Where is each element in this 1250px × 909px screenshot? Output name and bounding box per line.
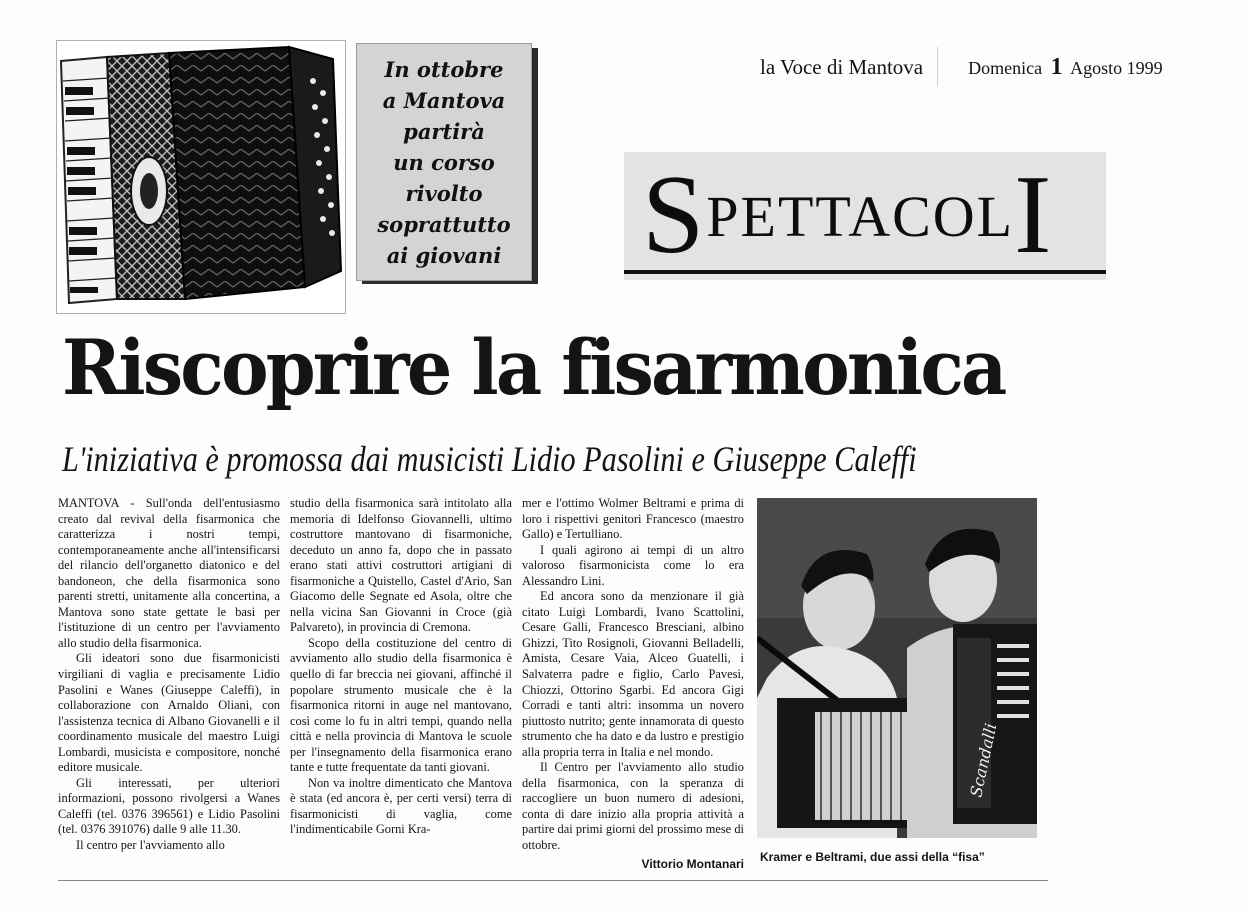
paragraph: Ed ancora sono da menzionare il già citato Luigi Lombardi, Ivano Scattolini, Cesare Galli, Francesco Bresciani, albino Ghizzi, Tito Rosignoli, Giovanni Belladelli, Amista, Cesare Vaia, Alceo Guatelli, i Salvaterra padre e figlio, Carlo Pavesi, Chiozzi, Ottorino Sgarbi. Ed ancora Gigi Corradi e tanti altri: insomma un novero piuttosto nutrito; gente innamorata di questo strumento che ha dato e da lustro e prestigio alla propria terra in Italia e nel mondo. — [522, 589, 744, 759]
musicians-photo — [757, 498, 1037, 838]
section-middle: PETTACOL — [706, 184, 1015, 249]
bottom-rule — [58, 880, 1048, 881]
promo-line: soprattutto — [377, 211, 511, 237]
paragraph: Scopo della costituzione del centro di avviamento allo studio della fisarmonica è quello di far breccia nei giovani, affinché il popolare strumento musicale che è la fisarmonica ritorni in auge nel mantovano, così come lo fu in altri tempi, quando nella città e nella provincia di Mantova le scuole per l'insegnamento della fisarmonica erano tante e tutte frequentate da tanti giovani. — [290, 635, 512, 775]
promo-line: a Mantova — [382, 87, 506, 113]
section-last-letter: I — [1014, 153, 1054, 277]
headline: Riscoprire la fisarmonica — [62, 323, 1005, 412]
paragraph: I quali agirono ai tempi di un altro valoroso fisarmonicista come lo era Alessandro Lini. — [522, 542, 744, 588]
article-column-1 — [58, 496, 280, 854]
photo-caption: Kramer e Beltrami, due assi della “fisa” — [760, 850, 985, 864]
accordion-icon — [57, 41, 345, 313]
accordion-brand: Scandalli — [966, 721, 1001, 799]
article-column-2 — [290, 496, 512, 838]
paragraph: mer e l'ottimo Wolmer Beltrami e prima di loro i rispettivi genitori Francesco (maestro Gallo) e Tertulliano. — [522, 496, 744, 542]
promo-line: ai giovani — [386, 242, 502, 268]
article-column-3 — [522, 496, 744, 872]
section-title — [642, 153, 1054, 277]
subheadline: L'iniziativa è promossa dai musicisti Lidio Pasolini e Giuseppe Caleffi — [62, 439, 917, 479]
paragraph: MANTOVA - Sull'onda dell'entusiasmo creato dal revival della fisarmonica che caratterizza i nostri tempi, contemporaneamente anche all'intensificarsi del rilancio dell'organetto diatonico e del bandoneon, che della fisarmonica sono parenti stretti, unitamente alla concertina, a Mantova sono state gettate le basi per l'istituzione di un centro per l'avviamento allo studio della fisarmonica. — [58, 496, 280, 650]
section-header — [624, 152, 1106, 280]
accordion-illustration — [56, 40, 346, 314]
promo-line: rivolto — [405, 180, 483, 206]
newspaper-name: la Voce di Mantova — [760, 47, 938, 87]
issue-date — [938, 54, 1163, 81]
promo-line: un corso — [393, 149, 495, 175]
promo-line: partirà — [403, 118, 485, 144]
paragraph: Gli interessati, per ulteriori informazioni, possono rivolgersi a Wanes Caleffi (tel. 0376 396561) e Lidio Pasolini (tel. 0376 391076) dalle 9 alle 11.30. — [58, 775, 280, 837]
byline: Vittorio Montanari — [641, 856, 744, 871]
issue-weekday: Domenica — [968, 57, 1043, 78]
issue-day: 1 — [1050, 53, 1063, 80]
paragraph: Gli ideatori sono due fisarmonicisti virgiliani di vaglia e precisamente Lidio Pasolini e Wanes (Giuseppe Caleffi), in collaborazione con Arnaldo Oliani, con l'assistenza tecnica di Albano Giovanelli e il coordinamento musicale del maestro Luigi Lombardi, musicista e compositore, nonché editore musicale. — [58, 651, 280, 775]
paragraph: Il centro per l'avviamento allo — [76, 838, 225, 853]
photo-illustration — [757, 498, 1037, 838]
issue-month-year: Agosto 1999 — [1070, 57, 1163, 78]
promo-box — [356, 43, 532, 281]
paragraph: studio della fisarmonica sarà intitolato alla memoria di Idelfonso Giovannelli, ultimo costruttore mantovano di fisarmoniche, deceduto un anno fa, dopo che in passato erano stati attivi costruttori artigiani di fisarmoniche a Quistello, Castel d'Ario, San Giacomo delle Segnate ed Asola, oltre che nella vicina San Giovanni in Croce (già Palvareto), in provincia di Cremona. — [290, 496, 512, 635]
paragraph: Il Centro per l'avviamento allo studio della fisarmonica, con la speranza di raccogliere un buon numero di adesioni, conta di dare inizio alla propria attività a partire dai primi giorni del prossimo mese di ottobre. — [522, 760, 744, 853]
section-first-letter: S — [642, 153, 707, 277]
promo-line: In ottobre — [384, 56, 504, 82]
paragraph: Non va inoltre dimenticato che Mantova è stata (ed ancora è, per certi versi) terra di fisarmonicisti di vaglia, come l'indimenticabile Gorni Kra- — [290, 775, 512, 837]
masthead — [760, 38, 1220, 96]
